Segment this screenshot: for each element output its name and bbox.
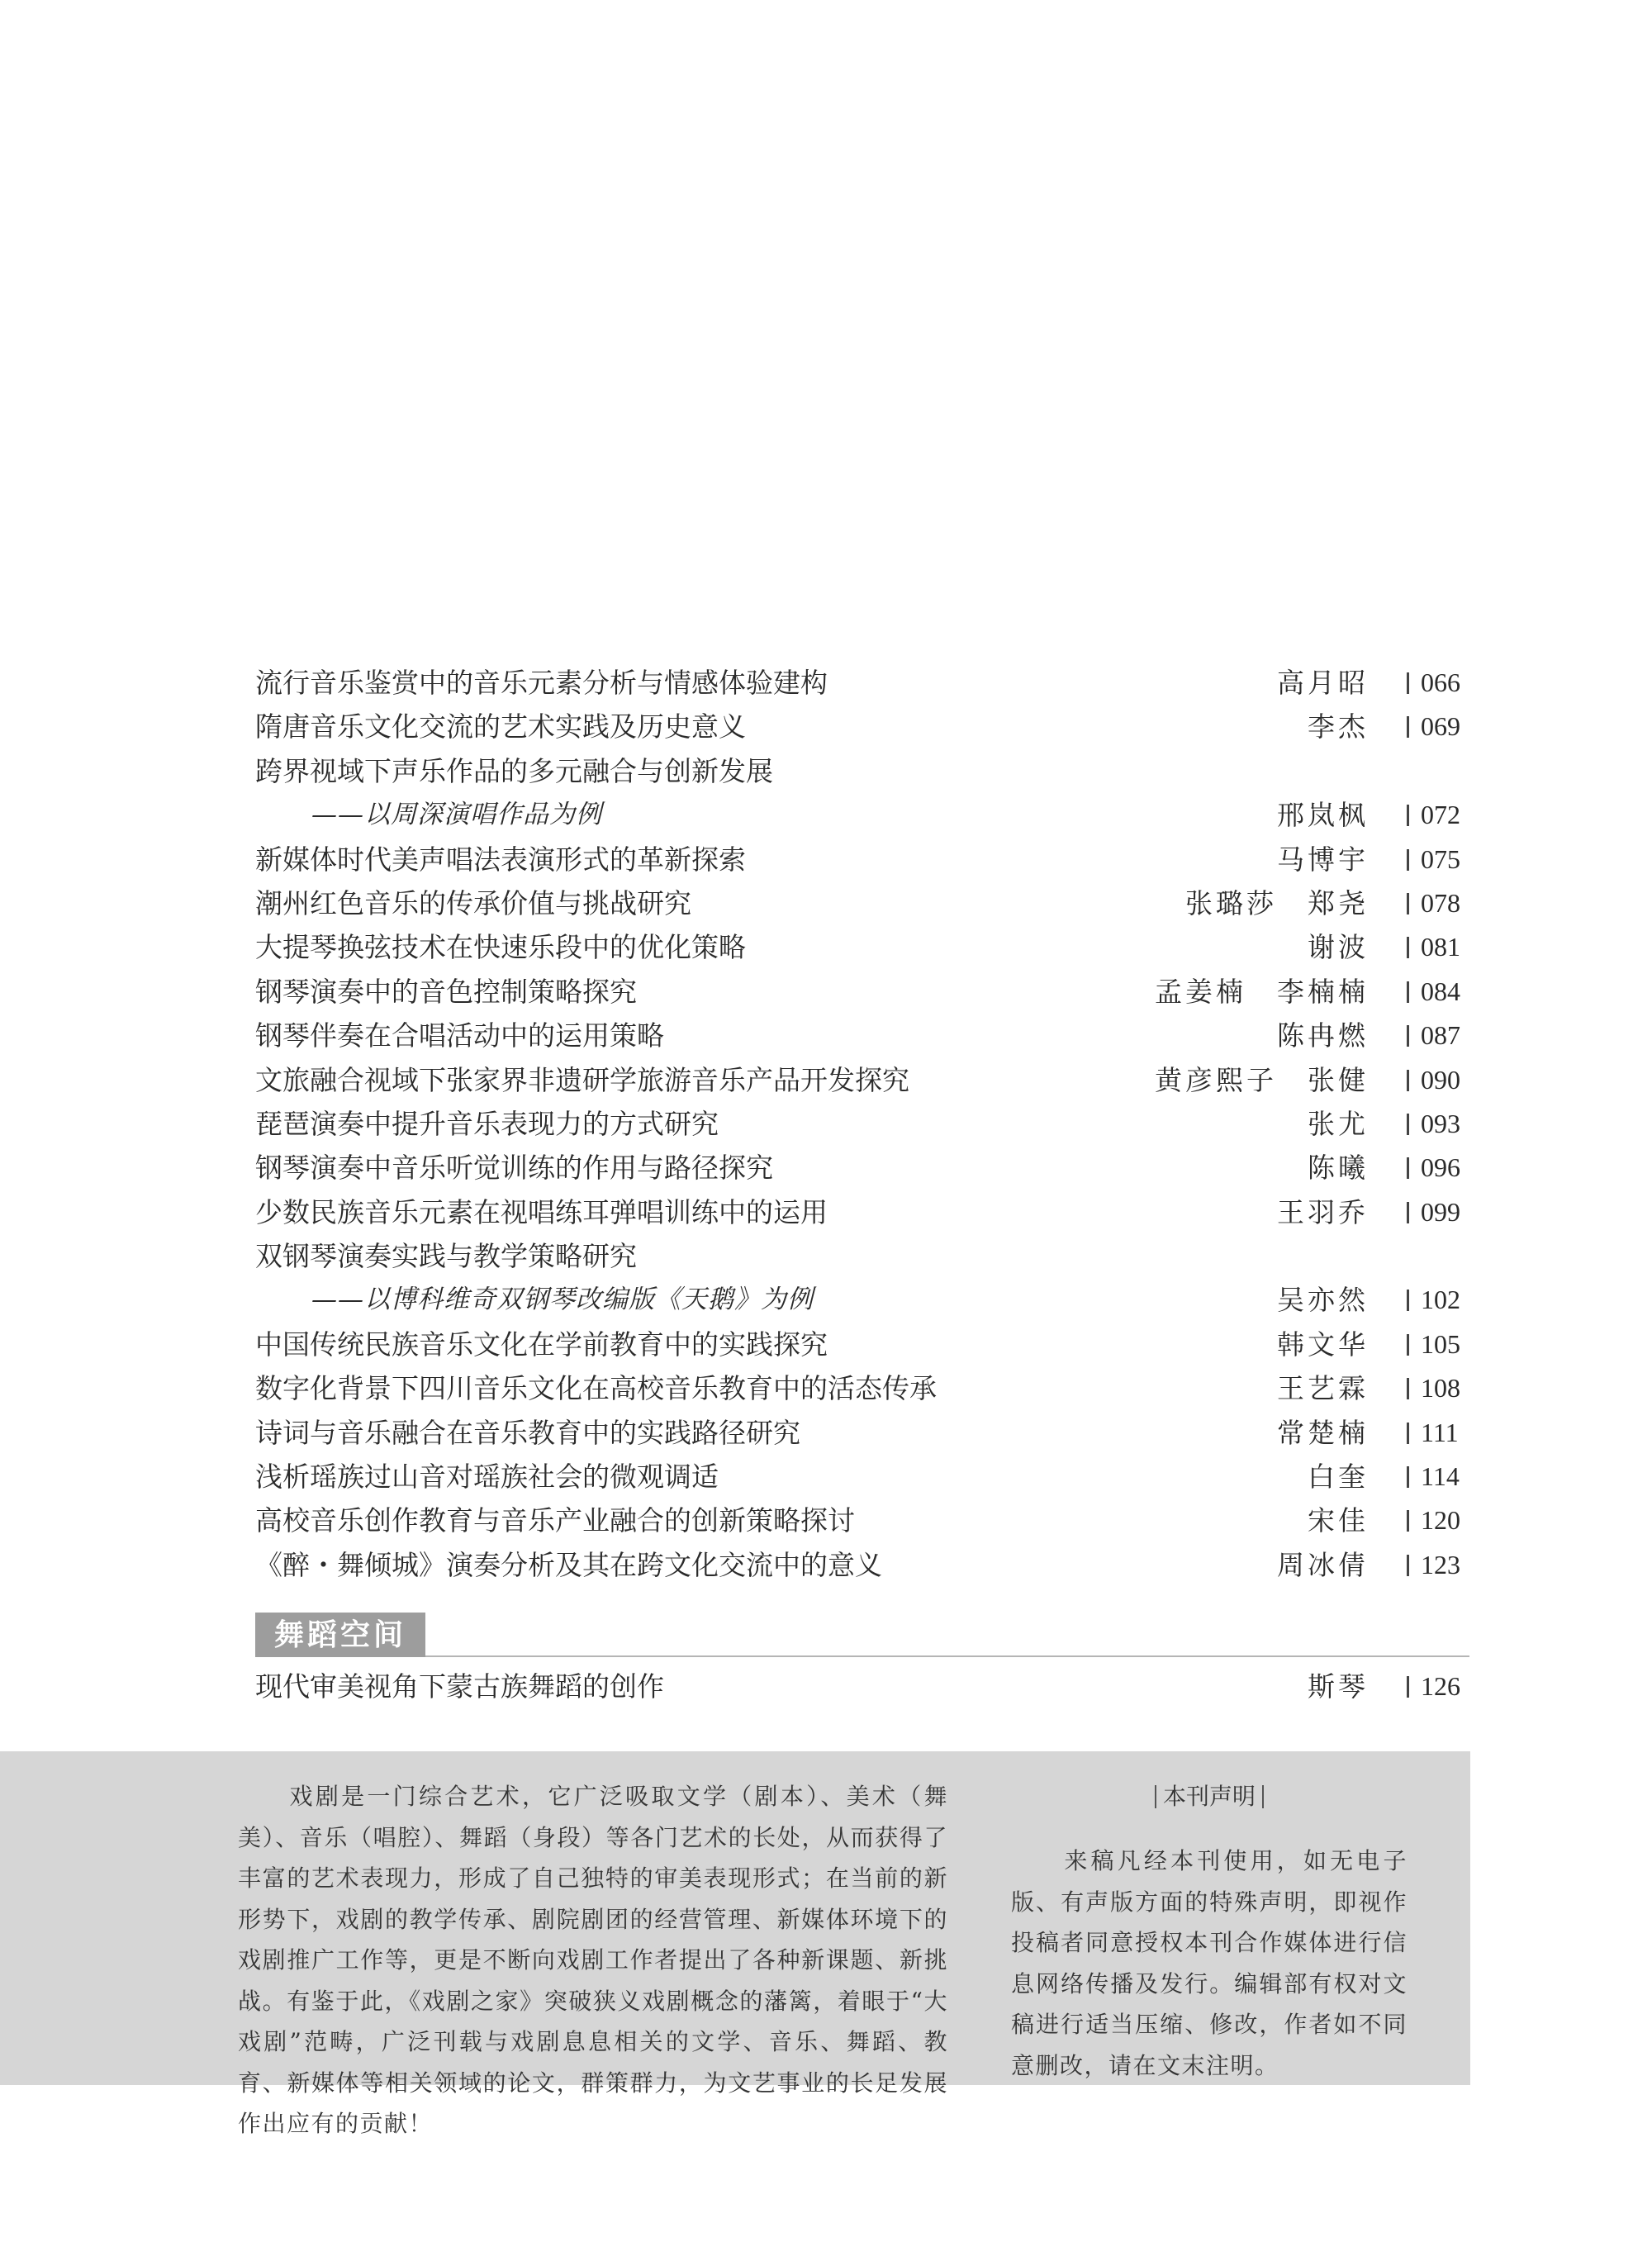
toc-entry-page: 123 (1407, 1543, 1460, 1587)
journal-intro-text: 戏剧是一门综合艺术，它广泛吸取文学（剧本）、美术（舞美）、音乐（唱腔）、舞蹈（身段）等各门艺术的长处，从而获得了丰富的艺术表现力，形成了自己独特的审美表现形式；在当前的新形势下，戏剧的教学传承、剧院剧团的经营管理、新媒体环境下的戏剧推广工作等，更是不断向戏剧工作者提出了各种新课题、新挑战。有鉴于此，《戏剧之家》突破狭义戏剧概念的藩篱，着眼于“大戏剧”范畴，广泛刊载与戏剧息息相关的文学、音乐、舞蹈、教育、新媒体等相关领域的论文，群策群力，为文艺事业的长足发展作出应有的贡献！ (238, 1783, 948, 2137)
section-header (255, 1613, 1469, 1659)
toc-entry-page: 069 (1407, 705, 1460, 748)
toc-entry-title: 潮州红色音乐的传承价值与挑战研究 (255, 886, 691, 919)
toc-entry-title: 少数民族音乐元素在视唱练耳弹唱训练中的运用 (255, 1195, 828, 1228)
toc-entry-title: 琵琶演奏中提升音乐表现力的方式研究 (255, 1107, 719, 1140)
toc-entry-author: 黄彦熙子 张健 (1155, 1063, 1369, 1096)
toc-entry-page: 099 (1407, 1190, 1460, 1234)
toc-entry-title: 钢琴伴奏在合唱活动中的运用策略 (255, 1019, 664, 1052)
toc-entry-title: ——以博科维奇双钢琴改编版《天鹅》为例 (311, 1285, 814, 1315)
table-of-contents-dance (255, 1665, 1469, 1708)
toc-entry-page: 078 (1407, 881, 1460, 925)
toc-entry-author: 陈冉燃 (1277, 1019, 1369, 1052)
toc-entry-title: 《醉・舞倾城》演奏分析及其在跨文化交流中的意义 (255, 1548, 882, 1581)
journal-statement (1011, 1776, 1408, 2086)
statement-title-text: 本刊声明 (1162, 1783, 1256, 1810)
toc-entry (255, 925, 1469, 969)
toc-entry-title: 中国传统民族音乐文化在学前教育中的实践探究 (255, 1328, 828, 1361)
toc-entry-title: ——以周深演唱作品为例 (311, 800, 602, 830)
toc-entry-author: 周冰倩 (1277, 1548, 1369, 1581)
title-bar-right (1262, 1785, 1264, 1808)
notice-box (0, 1751, 1470, 2137)
toc-entry-page: 114 (1407, 1455, 1460, 1499)
toc-entry (255, 881, 1469, 925)
toc-entry-author: 邢岚枫 (1277, 799, 1369, 832)
toc-entry (255, 705, 1469, 748)
toc-entry-author: 宋佳 (1308, 1504, 1369, 1537)
toc-entry-title: 现代审美视角下蒙古族舞蹈的创作 (255, 1670, 664, 1703)
toc-entry-page: 081 (1407, 925, 1460, 969)
toc-entry-title: 钢琴演奏中的音色控制策略探究 (255, 975, 637, 1008)
toc-entry (255, 1102, 1469, 1146)
toc-entry-page: 120 (1407, 1499, 1460, 1542)
toc-entry-title: 诗词与音乐融合在音乐教育中的实践路径研究 (255, 1416, 800, 1449)
toc-entry (255, 1543, 1469, 1587)
toc-entry (255, 1146, 1469, 1190)
toc-entry-page: 096 (1407, 1146, 1460, 1190)
toc-entry-author: 斯琴 (1308, 1670, 1369, 1703)
toc-entry-author: 孟姜楠 李楠楠 (1155, 975, 1369, 1008)
toc-entry-page: 084 (1407, 970, 1460, 1014)
toc-entry-title: 高校音乐创作教育与音乐产业融合的创新策略探讨 (255, 1504, 855, 1537)
toc-entry-title: 数字化背景下四川音乐文化在高校音乐教育中的活态传承 (255, 1372, 937, 1405)
toc-entry-title: 文旅融合视域下张家界非遗研学旅游音乐产品开发探究 (255, 1063, 909, 1096)
statement-text: 来稿凡经本刊使用，如无电子版、有声版方面的特殊声明，即视作投稿者同意授权本刊合作媒体进行信息网络传播及发行。编辑部有权对文稿进行适当压缩、修改，作者如不同意删改，请在文末注明。 (1011, 1847, 1408, 2079)
toc-entry (255, 970, 1469, 1014)
toc-entry-author: 韩文华 (1277, 1328, 1369, 1361)
toc-entry-title: 隋唐音乐文化交流的艺术实践及历史意义 (255, 710, 746, 743)
toc-entry-author: 张璐莎 郑尧 (1185, 886, 1369, 919)
toc-entry-author: 常楚楠 (1277, 1416, 1369, 1449)
toc-entry-author: 陈曦 (1308, 1152, 1369, 1185)
toc-entry (255, 1323, 1469, 1366)
toc-entry-author: 白奎 (1308, 1461, 1369, 1494)
toc-entry-author: 吴亦然 (1277, 1284, 1369, 1317)
toc-entry-author: 高月昭 (1277, 667, 1369, 699)
toc-entry-page: 105 (1407, 1323, 1460, 1366)
toc-entry-page: 111 (1407, 1411, 1459, 1455)
toc-entry (255, 1455, 1469, 1499)
section-rule (425, 1655, 1469, 1657)
statement-title (1011, 1776, 1408, 1817)
toc-entry (255, 1234, 1469, 1278)
toc-entry (255, 1366, 1469, 1410)
toc-entry-title: 跨界视域下声乐作品的多元融合与创新发展 (255, 754, 773, 787)
toc-entry (255, 1665, 1469, 1708)
toc-entry-author: 李杰 (1308, 710, 1369, 743)
toc-entry (255, 1058, 1469, 1102)
toc-entry-subtitle (255, 793, 1469, 837)
toc-entry-title: 流行音乐鉴赏中的音乐元素分析与情感体验建构 (255, 667, 828, 699)
toc-entry-page: 126 (1407, 1665, 1460, 1708)
toc-entry-page: 093 (1407, 1102, 1460, 1146)
toc-entry-page: 066 (1407, 661, 1460, 705)
toc-entry-page: 072 (1407, 793, 1460, 837)
toc-entry (255, 1190, 1469, 1234)
toc-entry-page: 087 (1407, 1014, 1460, 1057)
toc-entry-title: 浅析瑶族过山音对瑶族社会的微观调适 (255, 1461, 719, 1494)
toc-entry-author: 马博宇 (1277, 843, 1369, 876)
toc-entry-page: 075 (1407, 838, 1460, 881)
toc-entry (255, 1411, 1469, 1455)
toc-entry-subtitle (255, 1278, 1469, 1322)
toc-entry (255, 1014, 1469, 1057)
toc-entry-page: 102 (1407, 1278, 1460, 1322)
toc-entry (255, 661, 1469, 705)
toc-entry-title: 新媒体时代美声唱法表演形式的革新探索 (255, 843, 746, 876)
toc-entry-page: 090 (1407, 1058, 1460, 1102)
toc-entry (255, 749, 1469, 793)
toc-entry-author: 王艺霖 (1277, 1372, 1369, 1405)
toc-entry (255, 838, 1469, 881)
toc-entry (255, 1499, 1469, 1542)
section-label: 舞蹈空间 (255, 1613, 425, 1657)
toc-entry-author: 谢波 (1308, 931, 1369, 964)
toc-entry-title: 大提琴换弦技术在快速乐段中的优化策略 (255, 931, 746, 964)
toc-entry-page: 108 (1407, 1366, 1460, 1410)
title-bar-left (1155, 1785, 1156, 1808)
toc-entry-title: 双钢琴演奏实践与教学策略研究 (255, 1240, 637, 1273)
toc-entry-title: 钢琴演奏中音乐听觉训练的作用与路径探究 (255, 1152, 773, 1185)
toc-entry-author: 王羽乔 (1277, 1195, 1369, 1228)
table-of-contents (255, 661, 1469, 1587)
toc-entry-author: 张尤 (1308, 1107, 1369, 1140)
